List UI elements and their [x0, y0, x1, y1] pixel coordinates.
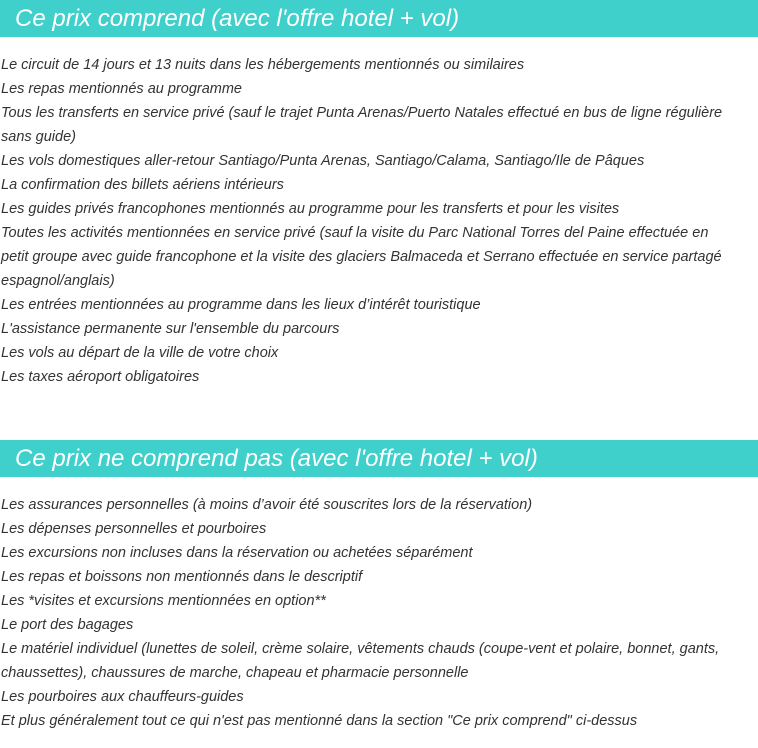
list-item: Les pourboires aux chauffeurs-guides [1, 689, 244, 705]
list-item: Les assurances personnelles (à moins d’avoir été souscrites lors de la réservation) [1, 497, 533, 513]
list-item: Le circuit de 14 jours et 13 nuits dans les hébergements mentionnés ou similaires [1, 57, 525, 73]
list-item: Les dépenses personnelles et pourboires [1, 521, 267, 537]
list-item: La confirmation des billets aériens intérieurs [1, 177, 284, 193]
included-section-title: Ce prix comprend (avec l'offre hotel + vol) [0, 0, 758, 37]
excluded-section-title: Ce prix ne comprend pas (avec l'offre hotel + vol) [0, 440, 758, 477]
list-item: L'assistance permanente sur l'ensemble du parcours [1, 321, 340, 337]
list-item: Les vols domestiques aller-retour Santiago/Punta Arenas, Santiago/Calama, Santiago/Ile de Pâques [1, 153, 645, 169]
list-item: Et plus généralement tout ce qui n'est pas mentionné dans la section "Ce prix comprend" ci-dessus [1, 713, 638, 729]
list-item: Les guides privés francophones mentionnés au programme pour les transferts et pour les visites [1, 201, 620, 217]
list-item: Toutes les activités mentionnées en service privé (sauf la visite du Parc National Torres del Paine effectuée en petit groupe avec guide francophone et la visite des glaciers Balmaceda et Serrano effectuée en service partagé espagnol/anglais) [1, 225, 722, 289]
list-item: Tous les transferts en service privé (sauf le trajet Punta Arenas/Puerto Natales effectué en bus de ligne régulière sans guide) [1, 105, 723, 145]
list-item: Les taxes aéroport obligatoires [1, 369, 200, 385]
included-list [0, 53, 758, 389]
excluded-list [0, 493, 758, 733]
list-item: Les repas mentionnés au programme [1, 81, 242, 97]
list-item: Les vols au départ de la ville de votre choix [1, 345, 279, 361]
list-item: Les repas et boissons non mentionnés dans le descriptif [1, 569, 363, 585]
list-item: Le port des bagages [1, 617, 134, 633]
list-item: Les excursions non incluses dans la réservation ou achetées séparément [1, 545, 473, 561]
list-item: Le matériel individuel (lunettes de soleil, crème solaire, vêtements chauds (coupe-vent et polaire, bonnet, gants, chaussettes), chaussures de marche, chapeau et pharmacie personnelle [1, 641, 720, 681]
list-item: Les *visites et excursions mentionnées en option** [1, 593, 326, 609]
list-item: Les entrées mentionnées au programme dans les lieux d’intérêt touristique [1, 297, 481, 313]
